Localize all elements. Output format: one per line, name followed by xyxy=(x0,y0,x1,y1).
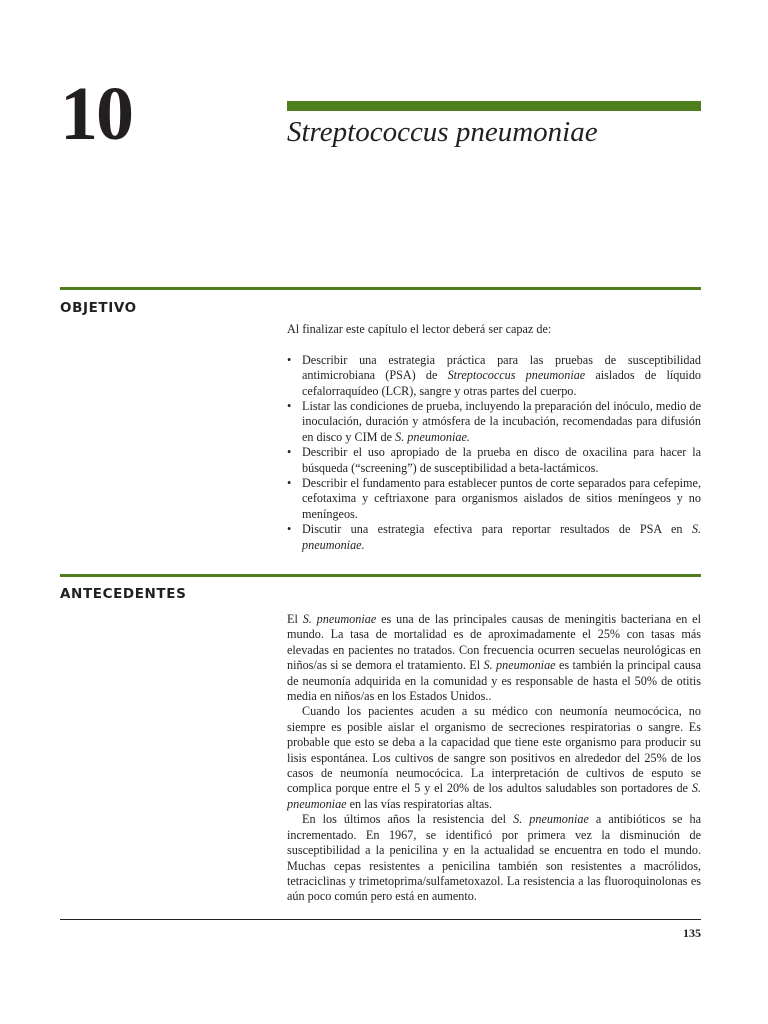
section-heading-antecedentes: ANTECEDENTES xyxy=(60,586,187,602)
paragraph: Cuando los pacientes acuden a su médico con neumonía neumocócica, no siempre es posible aislar el organismo de secreciones respiratorias o sangre. Es probable que esto se deba a la capacidad que tiene este organismo para producir su lisis espontánea. Los cultivos de sangre son positivos en alrededor del 25% de los casos de neumonía neumocócica. La interpretación de cultivos de esputo se complica porque entre el 5 y el 20% de los adultos saludables son portadores de S. pneumoniae en las vías respiratorias altas. xyxy=(287,704,701,811)
list-item: • Describir una estrategia práctica para las pruebas de susceptibilidad antimicrobiana (PSA) de Streptococcus pneumoniae aislados de líquido cefalorraquídeo (LCR), sangre y otras partes del cuerpo. xyxy=(287,353,701,399)
chapter-number: 10 xyxy=(60,72,132,156)
section-heading-objetivo: OBJETIVO xyxy=(60,300,137,316)
objetivo-intro: Al finalizar este capítulo el lector deberá ser capaz de: xyxy=(287,322,552,336)
footer-rule xyxy=(60,919,701,920)
objetivo-list xyxy=(287,353,701,553)
title-accent-bar xyxy=(287,101,701,111)
section-divider-objetivo xyxy=(60,287,701,290)
objetivo-content xyxy=(287,322,701,553)
list-item: • Listar las condiciones de prueba, incluyendo la preparación del inóculo, medio de inoculación, duración y atmósfera de la incubación, recomendadas para difusión en disco y CIM de S. pneumoniae. xyxy=(287,399,701,445)
antecedentes-content xyxy=(287,612,701,905)
list-item: • Describir el fundamento para establecer puntos de corte separados para cefepime, cefotaxima y ceftriaxone para organismos aislados de sitios meníngeos y no meníngeos. xyxy=(287,476,701,522)
section-divider-antecedentes xyxy=(60,574,701,577)
chapter-title: Streptococcus pneumoniae xyxy=(287,116,598,148)
paragraph: En los últimos años la resistencia del S. pneumoniae a antibióticos se ha incrementado. En 1967, se identificó por primera vez la disminución de susceptibilidad a la penicilina y en la actualidad se encuentra en todo el mundo. Muchas cepas resistentes a penicilina también son resistentes a macrólidos, tetraciclinas y trimetoprima/sulfametoxazol. La resistencia a las fluoroquinolonas es aún poco común pero está en aumento. xyxy=(287,812,701,904)
page-number: 135 xyxy=(683,926,701,940)
list-item: • Describir el uso apropiado de la prueba en disco de oxacilina para hacer la búsqueda (“screening”) de susceptibilidad a beta-lactámicos. xyxy=(287,445,701,476)
paragraph: El S. pneumoniae es una de las principales causas de meningitis bacteriana en el mundo. La tasa de mortalidad es de aproximadamente el 25% con tasas más elevadas en pacientes no tratados. Con frecuencia ocurren secuelas neurológicas en niños/as si se demora el tratamiento. El S. pneumoniae es también la principal causa de neumonía adquirida en la comunidad y es responsable de hasta el 50% de otitis media en niños/as en los Estados Unidos.. xyxy=(287,612,701,704)
list-item: • Discutir una estrategia efectiva para reportar resultados de PSA en S. pneumoniae. xyxy=(287,522,701,553)
